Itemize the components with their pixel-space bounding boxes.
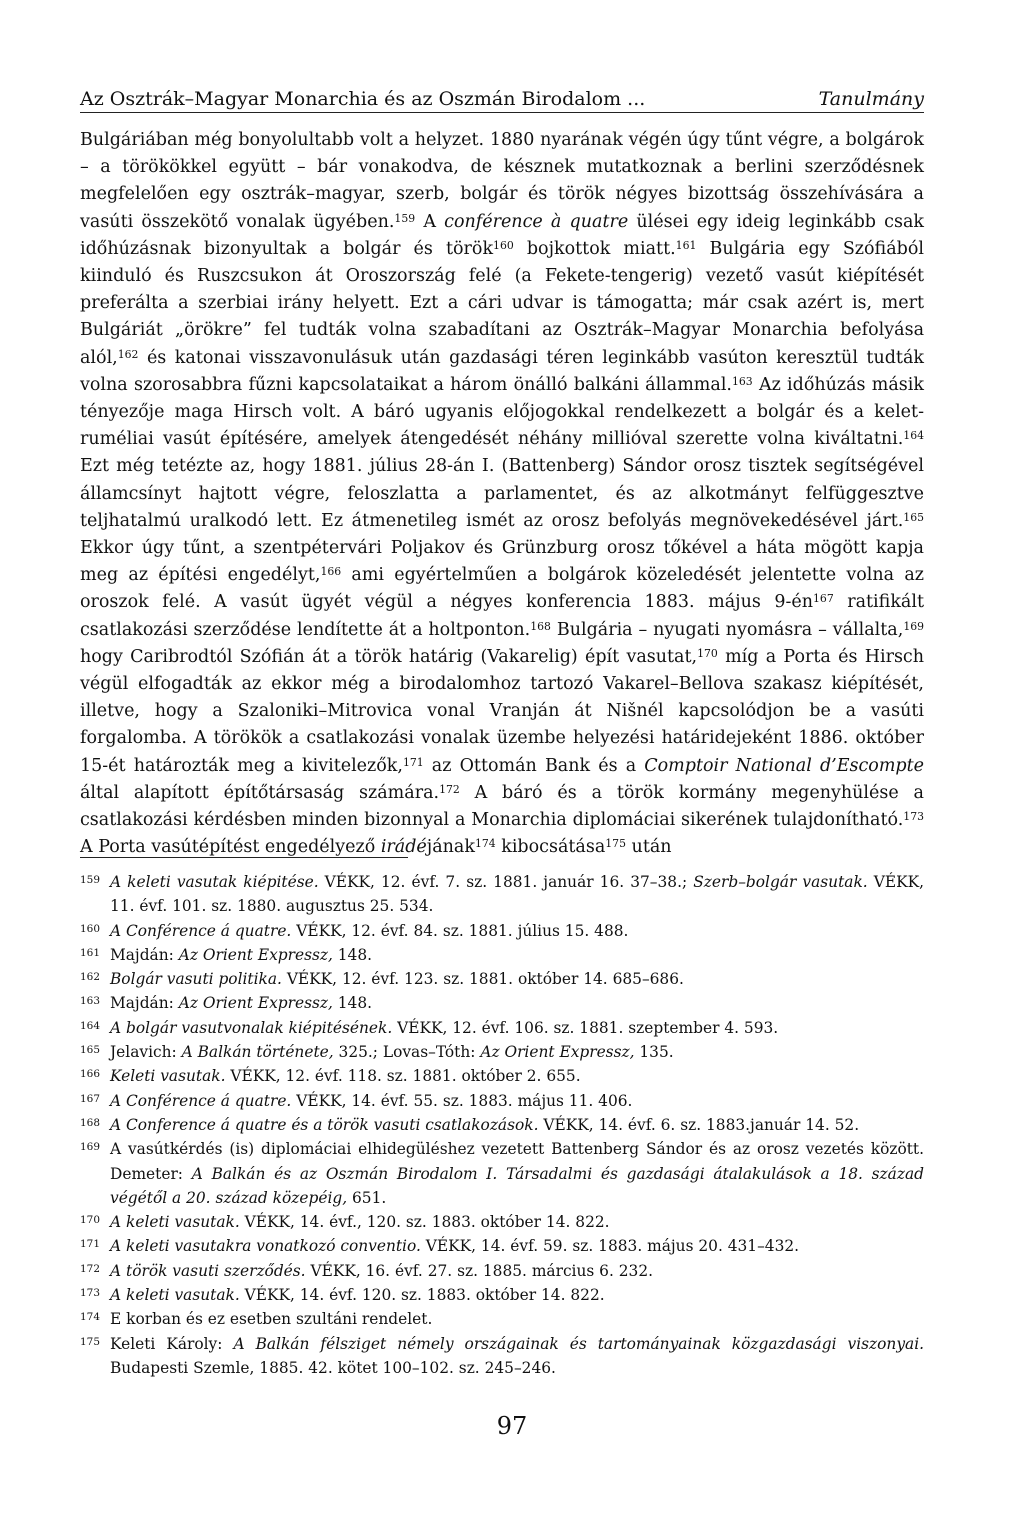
footnote-text-run: 325.; Lovas–Tóth: [333, 1043, 481, 1062]
footnote-number: 167 [80, 1092, 100, 1105]
footnote-text-run: VÉKK, 11. évf. 101. sz. 1880. augusztus 25. 534. [110, 873, 924, 916]
footnote-number: 168 [80, 1116, 100, 1129]
footnote-italic-run: A Conférence á quatre. [110, 921, 292, 940]
body-text-run: után [625, 837, 672, 858]
footnote-number: 165 [80, 1044, 100, 1057]
footnote-166 [80, 1064, 924, 1088]
footnote-text [110, 1040, 924, 1064]
footnote-number: 171 [80, 1238, 100, 1251]
footnote-text-run: VÉKK, 12. évf. 7. sz. 1881. január 16. 37–38.; [318, 873, 694, 891]
footnote-text [110, 943, 924, 967]
footnote-italic-run: Szerb–bolgár vasutak. [693, 873, 868, 891]
body-text-run: Bulgária egy Szófiából kiinduló és Ruszcsukon át Oroszország felé (a Fekete-tengerig) vezető vasút kiépítését preferálta a szerbiai irány helyett. Ezt a cári udvar is támogatta; már csak azért is, mert Bulgáriát „örökre” fel tudták volna szabadítani az Osztrák–Magyar Monarchia befolyása alól, [80, 238, 924, 368]
footnote-ref-164[interactable]: 164 [903, 429, 924, 443]
body-text-run: jának [426, 837, 475, 858]
footnote-text-run: A vasútkérdés (is) diplomáciai elhidegüléshez vezetett Battenberg Sándor és az orosz vezetés között. Demeter: [110, 1140, 924, 1183]
footnote-number: 169 [80, 1141, 100, 1154]
body-text-run: ülései egy ideig leginkább csak időhúzásnak bizonyultak a bolgár és török [80, 211, 924, 259]
footnote-text-run: VÉKK, 14. évf. 55. sz. 1883. május 11. 406. [291, 1091, 633, 1110]
footnote-italic-run: A keleti vasutak. [110, 1213, 240, 1232]
footnote-159 [80, 870, 924, 919]
footnote-italic-run: Bolgár vasuti politika. [110, 970, 282, 989]
footnote-ref-173[interactable]: 173 [903, 810, 924, 824]
footnote-italic-run: A Conférence á quatre. [110, 1091, 292, 1110]
footnote-number: 159 [80, 874, 100, 886]
footnote-text [110, 1332, 924, 1381]
footnote-italic-run: Az Orient Expressz, [178, 994, 333, 1013]
footnote-italic-run: Az Orient Expressz, [178, 945, 333, 964]
footnote-italic-run: A Balkán és az Oszmán Birodalom I. Társadalmi és gazdasági átalakulások a 18. század végétől a 20. század közepéig, [110, 1164, 924, 1207]
footnote-167 [80, 1089, 924, 1113]
body-text-run: kibocsátása [495, 837, 606, 858]
main-paragraph [80, 127, 924, 861]
footnote-number: 174 [80, 1311, 100, 1324]
footnote-text-run: 148. [332, 994, 373, 1013]
body-text-run: A báró és a török kormány megenyhülése a csatlakozási kérdésben minden bizonnyal a Monarchia diplomáciai sikerének tulajdonítható. [80, 782, 924, 831]
footnote-number: 160 [80, 922, 100, 935]
footnote-ref-159[interactable]: 159 [394, 211, 416, 225]
body-text-run: az Ottomán Bank és a [423, 755, 645, 776]
body-text-run: hogy Caribrodtól Szófián át a török határig (Vakarelig) épít vasutat, [80, 646, 698, 667]
body-text-run: bojkottok miatt. [513, 238, 676, 259]
body-text-run: Ezt még tetézte az, hogy 1881. július 28-án I. (Battenberg) Sándor orosz tisztek segítségével államcsínyt hajtott végre, feloszlatta a parlamentet, és az alkotmányt felfüggesztve teljhatalmú uralkodó lett. Ez átmenetileg ismét az orosz befolyás megnövekedésével járt. [80, 456, 924, 531]
footnote-text-run: Majdán: [110, 994, 179, 1013]
body-text-italic: irádé [380, 837, 427, 858]
footnote-italic-run: A keleti vasutakra vonatkozó conventio. [110, 1237, 421, 1256]
body-text-run: Bulgária – nyugati nyomásra – vállalta, [550, 619, 904, 640]
footnote-ref-162[interactable]: 162 [117, 347, 139, 361]
footnote-italic-run: A Balkán félsziget némely országainak és tartományainak közgazdasági viszonyai. [233, 1334, 925, 1353]
footnote-italic-run: A bolgár vasutvonalak kiépitésének. [110, 1018, 393, 1037]
footnote-text-run: VÉKK, 14. évf. 6. sz. 1883.január 14. 52. [538, 1115, 860, 1134]
footnote-170 [80, 1210, 924, 1234]
footnote-text [110, 1283, 924, 1307]
header-article-title: Az Osztrák–Magyar Monarchia és az Oszmán Birodalom ... [80, 88, 646, 110]
footnote-text-run: VÉKK, 12. évf. 106. sz. 1881. szeptember 4. 593. [392, 1018, 779, 1037]
footnote-text-run: VÉKK, 14. évf., 120. sz. 1883. október 14. 822. [239, 1213, 610, 1232]
footnote-italic-run: A Balkán története, [181, 1043, 334, 1062]
footnote-text-run: 651. [347, 1188, 387, 1207]
footnote-ref-169[interactable]: 169 [903, 619, 925, 633]
footnote-text [110, 1210, 924, 1234]
footnote-text [110, 1137, 924, 1210]
footnote-text-run: VÉKK, 12. évf. 123. sz. 1881. október 14. 685–686. [281, 970, 684, 989]
footnote-text-run: 148. [332, 945, 373, 964]
footnote-174 [80, 1307, 924, 1331]
footnote-ref-166[interactable]: 166 [320, 565, 342, 579]
footnote-text-run: VÉKK, 12. évf. 118. sz. 1881. október 2. 655. [225, 1067, 581, 1086]
body-text-run: ratifikált csatlakozási szerződése lendítette át a holtponton. [80, 592, 924, 640]
body-text-run: ami egyértelműen a bolgárok közeledését jelentette volna az oroszok felé. A vasút ügyét végül a négyes konferencia 1883. május 9-én [80, 565, 924, 613]
body-text-run: és katonai visszavonulásuk után gazdasági téren leginkább vasúton keresztül tudták volna szorosabbra fűzni kapcsolataikat a három önálló balkáni állammal. [80, 347, 924, 395]
body-text-run: által alapított építőtársaság számára. [80, 782, 440, 803]
footnote-160 [80, 919, 924, 943]
footnote-number: 172 [80, 1262, 100, 1275]
footnote-italic-run: A Conference á quatre és a török vasuti csatlakozások. [110, 1115, 539, 1134]
footnote-168 [80, 1113, 924, 1137]
footnote-text [110, 1234, 924, 1258]
footnote-text-run: VÉKK, 14. évf. 59. sz. 1883. május 20. 431–432. [420, 1237, 800, 1256]
footnote-separator [80, 857, 408, 858]
footnote-172 [80, 1259, 924, 1283]
footnote-number: 162 [80, 971, 100, 984]
footnote-italic-run: Az Orient Expressz, [480, 1043, 635, 1062]
footnote-169 [80, 1137, 924, 1210]
footnote-text [110, 1307, 924, 1331]
body-text-run: Bulgáriában még bonyolultabb volt a helyzet. 1880 nyarának végén úgy tűnt végre, a bolgárok – a törökökkel együtt – bár vonakodva, de késznek mutatkoznak a berlini szerződésnek megfelelően egy osztrák–magyar, szerb, bolgár és török négyes bizottság összehívására a vasúti összekötő vonalak ügyében. [80, 130, 924, 232]
footnote-italic-run: A török vasuti szerződés. [110, 1261, 306, 1280]
footnote-ref-175[interactable]: 175 [605, 837, 626, 851]
footnote-ref-161[interactable]: 161 [675, 238, 697, 252]
body-text-run: A [415, 211, 445, 232]
footnote-text [110, 1064, 924, 1088]
footnote-text-run: E korban és ez esetben szultáni rendelet. [110, 1310, 433, 1329]
footnote-ref-172[interactable]: 172 [439, 783, 460, 796]
body-text-run: Az időhúzás másik tényezője maga Hirsch volt. A báró ugyanis előjogokkal rendelkezett a bolgár és a kelet-ruméliai vasút építésére, amelyek átengedését néhány millióval szerette volna kiváltatni. [80, 374, 924, 450]
footnote-text-run: VÉKK, 12. évf. 84. sz. 1881. július 15. 488. [291, 921, 629, 940]
footnote-175 [80, 1332, 924, 1381]
body-text-run: Ekkor úgy tűnt, a szentpétervári Poljakov és Grünzburg orosz tőkével a háta mögött kapja meg az építési engedélyt, [80, 538, 924, 586]
body-text-run: míg a Porta és Hirsch végül elfogadták az ekkor még a birodalomhoz tartozó Vakarel–Bellova szakasz kiépítését, illetve, hogy a Szaloniki–Mitrovica vonal Vranján át Nišnél kapcsolódjon be a vasúti forgalomba. A törökök a csatlakozási vonalak üzembe helyezési határidejeként 1886. október 15-ét határozták meg a kivitelezők, [80, 646, 925, 776]
footnote-number: 163 [80, 995, 100, 1008]
footnote-text [110, 919, 924, 943]
footnote-165 [80, 1040, 924, 1064]
footnote-163 [80, 991, 924, 1015]
footnote-text-run: Majdán: [110, 945, 179, 964]
footnote-173 [80, 1283, 924, 1307]
footnote-italic-run: A keleti vasutak kiépitése. [110, 873, 319, 891]
footnote-text [110, 991, 924, 1015]
footnote-ref-168[interactable]: 168 [530, 619, 551, 633]
footnote-text-run: Keleti Károly: [110, 1334, 234, 1353]
footnote-number: 161 [80, 946, 100, 959]
footnote-number: 175 [80, 1335, 100, 1348]
footnote-ref-171[interactable]: 171 [402, 755, 424, 769]
footnote-ref-167[interactable]: 167 [813, 592, 834, 606]
footnote-ref-165[interactable]: 165 [903, 510, 924, 524]
body-text-italic: conférence à quatre [444, 211, 629, 232]
footnote-text [110, 870, 924, 919]
footnote-list [80, 870, 924, 1380]
footnote-text-run: VÉKK, 16. évf. 27. sz. 1885. március 6. 232. [305, 1261, 654, 1280]
footnote-ref-174[interactable]: 174 [474, 837, 496, 851]
footnote-text-run: 135. [634, 1043, 674, 1062]
footnote-text-run: Jelavich: [110, 1043, 182, 1062]
footnote-text-run: Budapesti Szemle, 1885. 42. kötet 100–102. sz. 245–246. [110, 1358, 556, 1377]
footnote-ref-170[interactable]: 170 [697, 646, 718, 660]
footnote-161 [80, 943, 924, 967]
footnote-text [110, 1259, 924, 1283]
footnote-164 [80, 1016, 924, 1040]
footnote-text [110, 1113, 924, 1137]
footnote-ref-160[interactable]: 160 [493, 238, 514, 252]
footnote-ref-163[interactable]: 163 [732, 374, 753, 388]
running-header [80, 86, 924, 113]
header-section-label: Tanulmány [818, 88, 924, 110]
footnote-text-run: VÉKK, 14. évf. 120. sz. 1883. október 14. 822. [239, 1286, 605, 1305]
footnote-162 [80, 967, 924, 991]
footnote-number: 166 [80, 1068, 100, 1081]
footnote-italic-run: Keleti vasutak. [110, 1067, 226, 1086]
footnote-text [110, 967, 924, 991]
body-text-italic: Comptoir National d’Escompte [644, 755, 925, 776]
page-number: 97 [496, 1412, 528, 1440]
body-text-run: A Porta vasútépítést engedélyező [80, 837, 381, 858]
footnote-number: 170 [80, 1214, 100, 1227]
footnote-italic-run: A keleti vasutak. [110, 1286, 240, 1305]
footnote-text [110, 1089, 924, 1113]
footnote-171 [80, 1234, 924, 1258]
footnote-number: 164 [80, 1019, 100, 1032]
footnote-number: 173 [80, 1287, 100, 1300]
footnote-text [110, 1016, 924, 1040]
